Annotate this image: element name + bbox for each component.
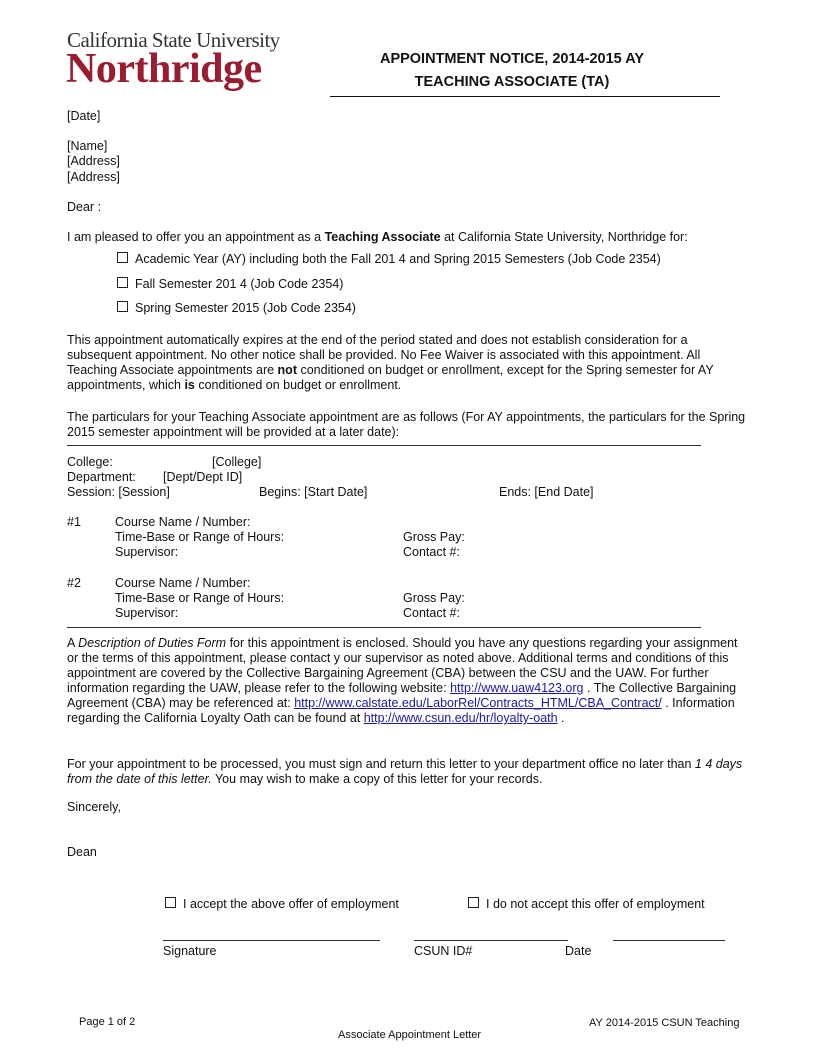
expiry-paragraph: This appointment automatically expires at the end of the period stated and does not establish consideration for a subsequent appointment. No other notice shall be provided. No Fee Waiver is associated with this appointment. All Teaching Associate appointments are not conditioned on budget or enrollment, except for the Spring semester for AY appointments, which is conditioned on budget or enrollment. — [67, 333, 714, 392]
time-base-label: Time-Base or Range of Hours: — [115, 591, 285, 605]
signature-line[interactable] — [163, 940, 380, 941]
signature-label: Signature — [163, 944, 217, 958]
loyalty-oath-link[interactable]: http://www.csun.edu/hr/loyalty-oath — [363, 711, 558, 725]
course-number: #1 — [67, 515, 81, 529]
checkbox-icon[interactable] — [117, 301, 128, 312]
page-number: Page 1 of 2 — [79, 1016, 136, 1028]
college-value: [College] — [212, 455, 262, 469]
duties-paragraph: A Description of Duties Form for this appointment is enclosed. Should you have any questions regarding your assignment or the terms of this appointment, please contact y our supervisor as noted above. Additional terms and conditions of this appointment are covered by the Collective Bargaining Agreement (CBA) between the CSU and the UAW. For further information regarding the UAW, please refer to the following website: http://www.uaw4123.org . The Collective Bargaining Agreement (CBA) may be referenced at: http://www.calstate.edu/LaborRel/Contracts_HTML/CBA_Contract/ . Information regarding the California Loyalty Oath can be found at http://www.csun.edu/hr/loyalty-oath . — [67, 636, 738, 725]
supervisor-label: Supervisor: — [115, 606, 179, 620]
time-base-label: Time-Base or Range of Hours: — [115, 530, 285, 544]
intro-text: I am pleased to offer you an appointment as a Teaching Associate at California State University, Northridge for: — [67, 230, 688, 244]
title-divider — [330, 96, 720, 97]
address-line-2: [Address] — [67, 170, 120, 184]
return-paragraph: For your appointment to be processed, you must sign and return this letter to your department office no later than 1 4 days from the date of this letter. You may wish to make a copy of this letter for your records. — [67, 757, 743, 786]
greeting: Dear : — [67, 200, 102, 214]
checkbox-icon[interactable] — [165, 897, 176, 908]
details-divider-bottom — [67, 627, 701, 628]
signer-title: Dean — [67, 845, 97, 859]
closing: Sincerely, — [67, 800, 121, 814]
option-fall-semester[interactable]: Fall Semester 201 4 (Job Code 2354) — [117, 277, 343, 292]
footer-title-line-2: Associate Appointment Letter — [338, 1029, 482, 1041]
supervisor-label: Supervisor: — [115, 545, 179, 559]
details-divider-top — [67, 445, 701, 446]
checkbox-icon[interactable] — [117, 277, 128, 288]
name-placeholder: [Name] — [67, 139, 108, 153]
footer-title-line-1: AY 2014-2015 CSUN Teaching — [589, 1017, 740, 1029]
page-subtitle: TEACHING ASSOCIATE (TA) — [414, 74, 610, 90]
option-spring-semester[interactable]: Spring Semester 2015 (Job Code 2354) — [117, 301, 356, 316]
option-academic-year[interactable]: Academic Year (AY) including both the Fall 201 4 and Spring 2015 Semesters (Job Code 2354) — [117, 252, 661, 267]
accept-option[interactable]: I accept the above offer of employment — [165, 897, 399, 912]
session-field: Session: [Session] — [67, 485, 170, 499]
particulars-paragraph: The particulars for your Teaching Associate appointment are as follows (For AY appointments, the particulars for the Spring 2015 semester appointment will be provided at a later date): — [67, 410, 746, 439]
date-label: Date — [565, 944, 592, 958]
checkbox-icon[interactable] — [117, 252, 128, 263]
department-label: Department: — [67, 470, 136, 484]
decline-option[interactable]: I do not accept this offer of employment — [468, 897, 705, 912]
college-label: College: — [67, 455, 113, 469]
csun-id-line[interactable] — [414, 940, 568, 941]
logo-northridge: Northridge — [66, 46, 262, 92]
contact-label: Contact #: — [403, 545, 460, 559]
date-line[interactable] — [613, 940, 725, 941]
page-title: APPOINTMENT NOTICE, 2014-2015 AY — [379, 51, 645, 67]
ends-field: Ends: [End Date] — [499, 485, 594, 499]
cba-link[interactable]: http://www.calstate.edu/LaborRel/Contracts_HTML/CBA_Contract/ — [294, 696, 662, 710]
course-name-label: Course Name / Number: — [115, 515, 251, 529]
csun-id-label: CSUN ID# — [414, 944, 473, 958]
address-line-1: [Address] — [67, 154, 120, 168]
gross-pay-label: Gross Pay: — [403, 591, 465, 605]
course-name-label: Course Name / Number: — [115, 576, 251, 590]
gross-pay-label: Gross Pay: — [403, 530, 465, 544]
begins-field: Begins: [Start Date] — [259, 485, 368, 499]
checkbox-icon[interactable] — [468, 897, 479, 908]
logo-university-line: California State University — [67, 28, 280, 52]
uaw-link[interactable]: http://www.uaw4123.org — [450, 681, 584, 695]
contact-label: Contact #: — [403, 606, 460, 620]
department-value: [Dept/Dept ID] — [163, 470, 243, 484]
course-number: #2 — [67, 576, 81, 590]
date-placeholder: [Date] — [67, 109, 101, 123]
